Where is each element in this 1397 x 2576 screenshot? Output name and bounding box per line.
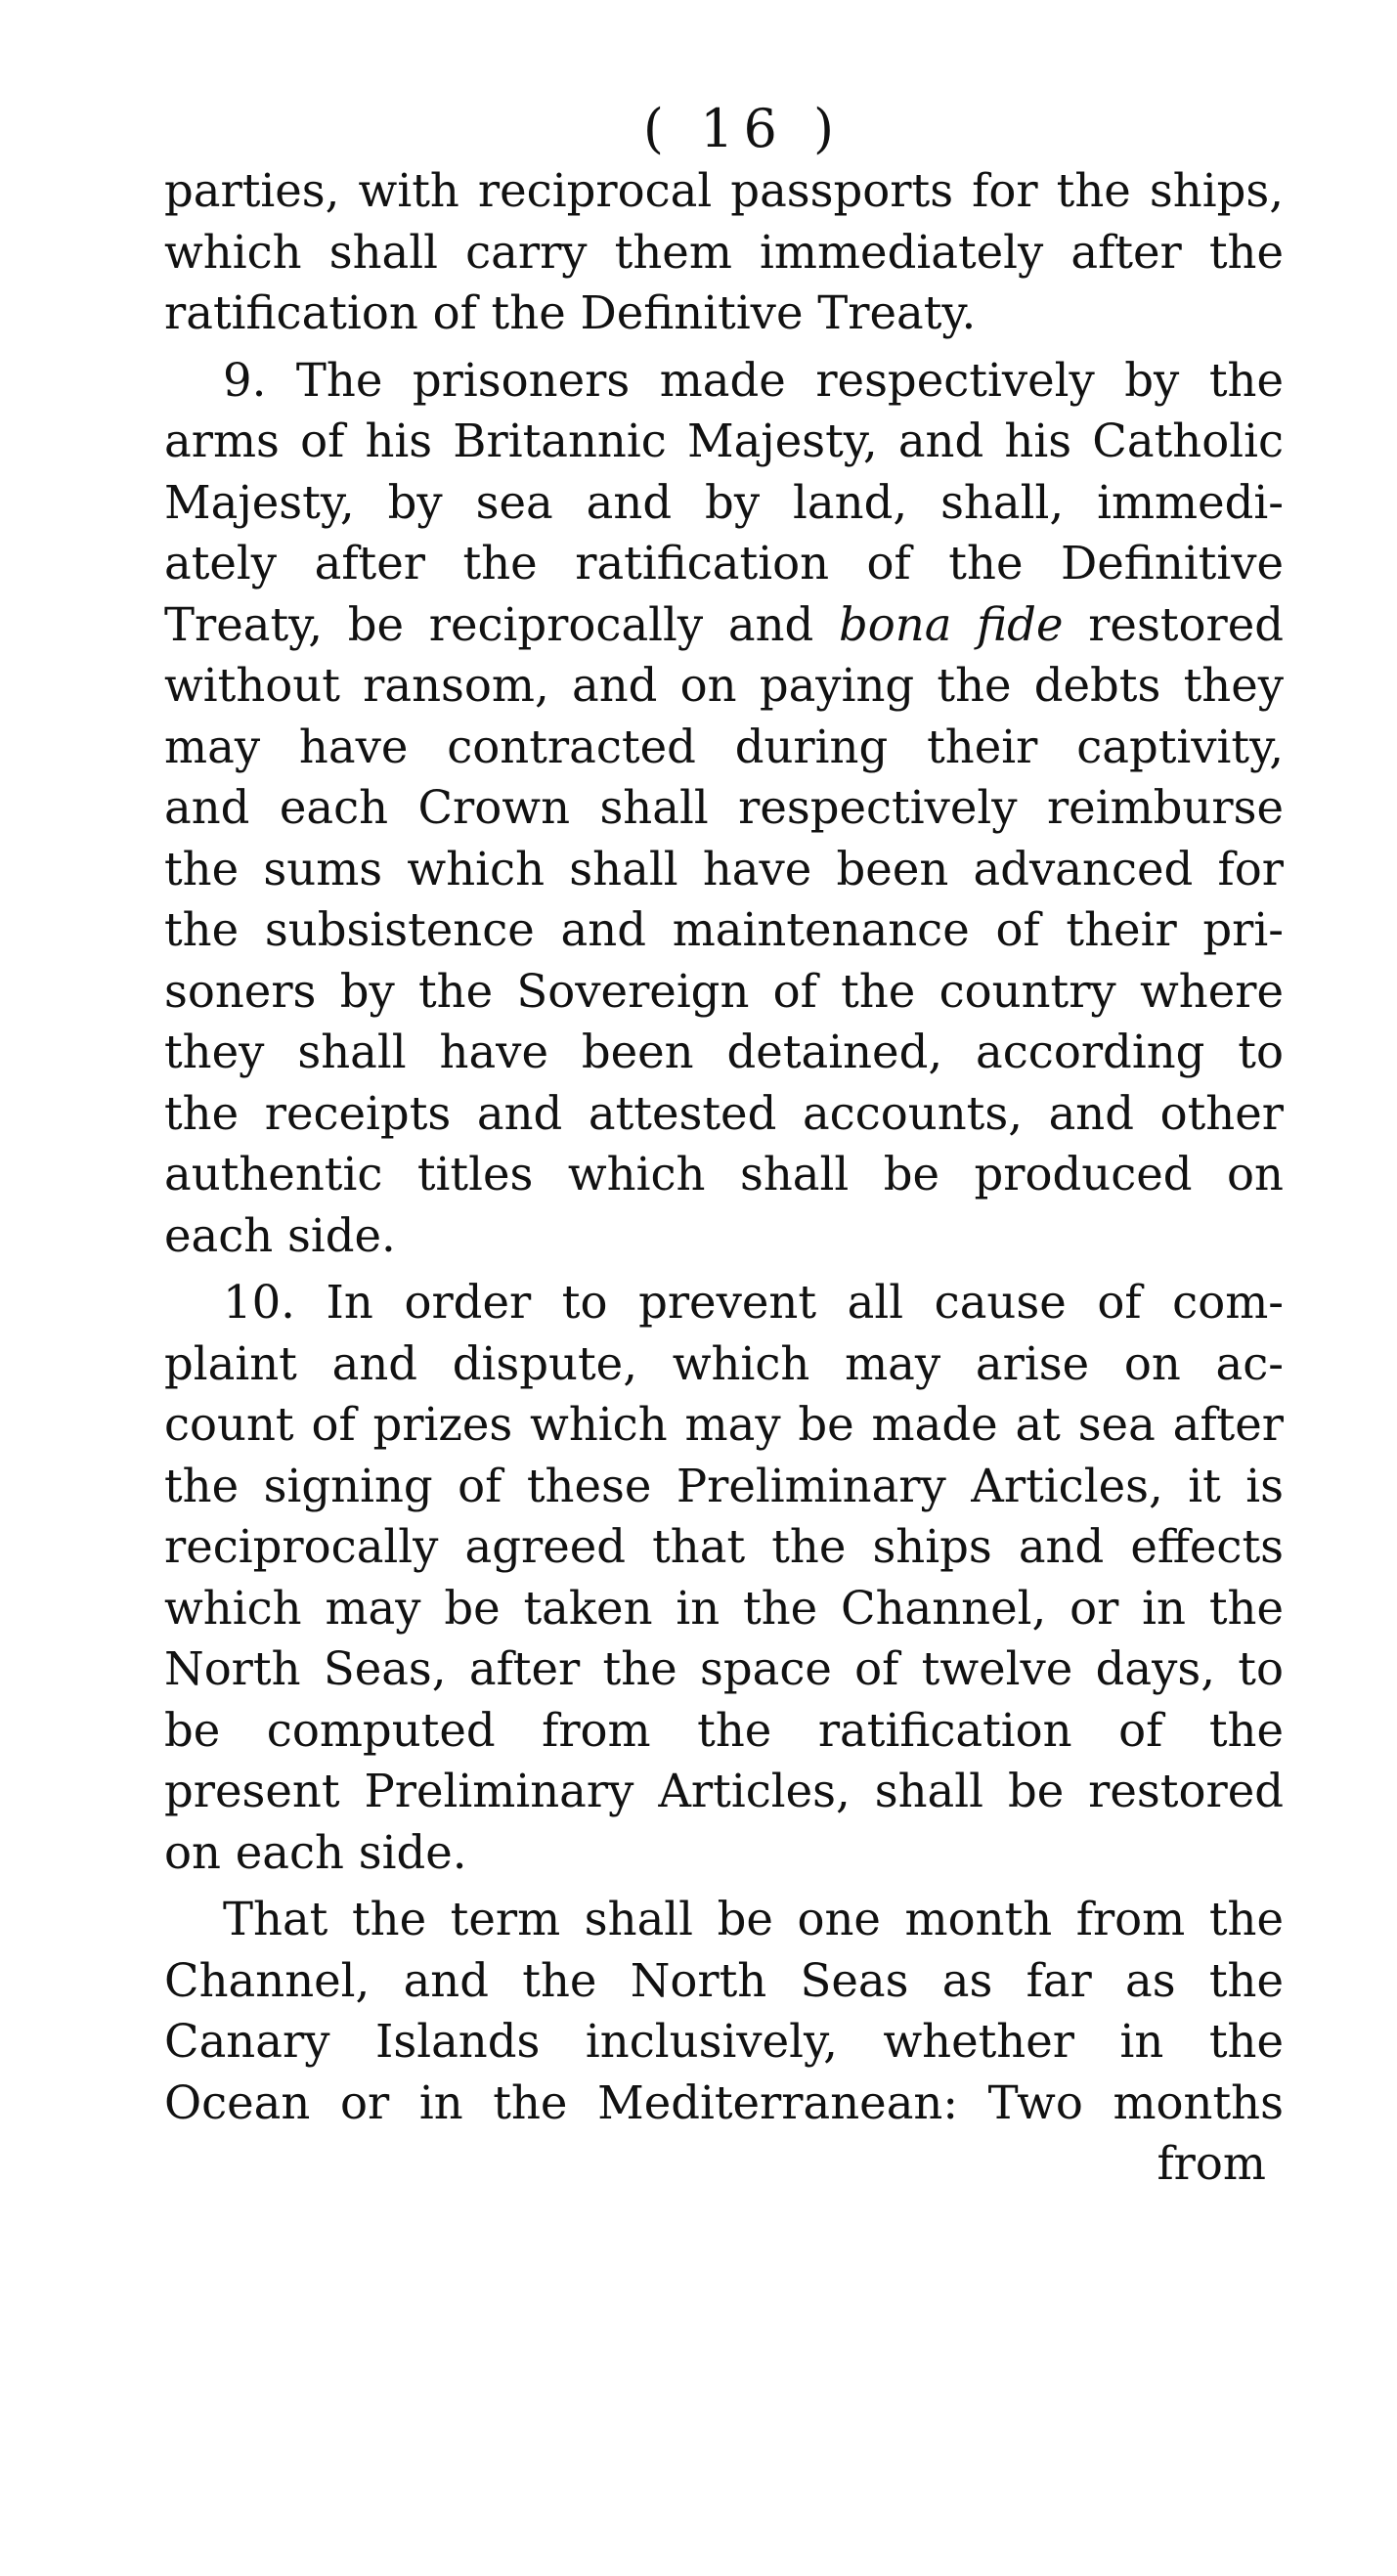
text-line: be computed from the ratification of the — [164, 1703, 1284, 1757]
text-line: and each Crown shall respectively reimburse — [164, 781, 1284, 834]
text-line: plaint and dispute, which may arise on ac- — [164, 1336, 1284, 1390]
italic-phrase: bona fide — [839, 597, 1064, 651]
paragraph-term — [164, 1889, 1284, 2133]
text-line: Channel, and the North Seas as far as the — [164, 1953, 1284, 2007]
text-line: they shall have been detained, according to — [164, 1026, 1284, 1078]
text-line: without ransom, and on paying the debts they — [164, 659, 1284, 712]
text-line: count of prizes which may be made at sea after — [164, 1398, 1284, 1451]
text-line: the receipts and attested accounts, and other — [164, 1086, 1284, 1140]
text-line: ately after the ratification of the Definitive — [164, 537, 1284, 589]
text-line: That the term shall be one month from the — [223, 1893, 1284, 1945]
text-line: the sums which shall have been advanced for — [164, 842, 1284, 895]
paragraph-article-9 — [164, 350, 1284, 1267]
text-line: which may be taken in the Channel, or in the — [164, 1581, 1284, 1635]
document-page — [164, 98, 1284, 2195]
text-line: Ocean or in the Mediterranean: Two months — [164, 2075, 1284, 2129]
text-line: the signing of these Preliminary Articles, it is — [164, 1459, 1284, 1512]
text-line: parties, with reciprocal passports for the ships, — [164, 164, 1284, 217]
text-line: reciprocally agreed that the ships and effects — [164, 1520, 1284, 1573]
text-line: which shall carry them immediately after the — [164, 225, 1284, 279]
catchword: from — [1157, 2137, 1266, 2190]
text-line: each side. — [164, 1208, 396, 1262]
text-line: on each side. — [164, 1825, 467, 1879]
text-line: the subsistence and maintenance of their pri- — [164, 903, 1284, 956]
text-line: ratification of the Definitive Treaty. — [164, 286, 977, 339]
page-number: ( 16 ) — [642, 98, 845, 159]
text-line: Treaty, be reciprocally and bona fide restored — [164, 597, 1284, 651]
text-line: 10. In order to prevent all cause of com- — [223, 1276, 1284, 1329]
text-line: 9. The prisoners made respectively by the — [223, 353, 1284, 407]
text-line: soners by the Sovereign of the country where — [164, 964, 1284, 1018]
text-line: North Seas, after the space of twelve days, to — [164, 1642, 1284, 1695]
paragraph-article-10 — [164, 1272, 1284, 1883]
text-line: present Preliminary Articles, shall be restored — [164, 1765, 1284, 1817]
text-line: may have contracted during their captivity, — [164, 720, 1284, 773]
text-line: Majesty, by sea and by land, shall, immedi- — [164, 475, 1284, 529]
text-line: authentic titles which shall be produced on — [164, 1148, 1284, 1201]
text-line: arms of his Britannic Majesty, and his Catholic — [164, 415, 1284, 467]
paragraph-continuation — [164, 160, 1284, 344]
text-line: Canary Islands inclusively, whether in the — [164, 2015, 1284, 2068]
